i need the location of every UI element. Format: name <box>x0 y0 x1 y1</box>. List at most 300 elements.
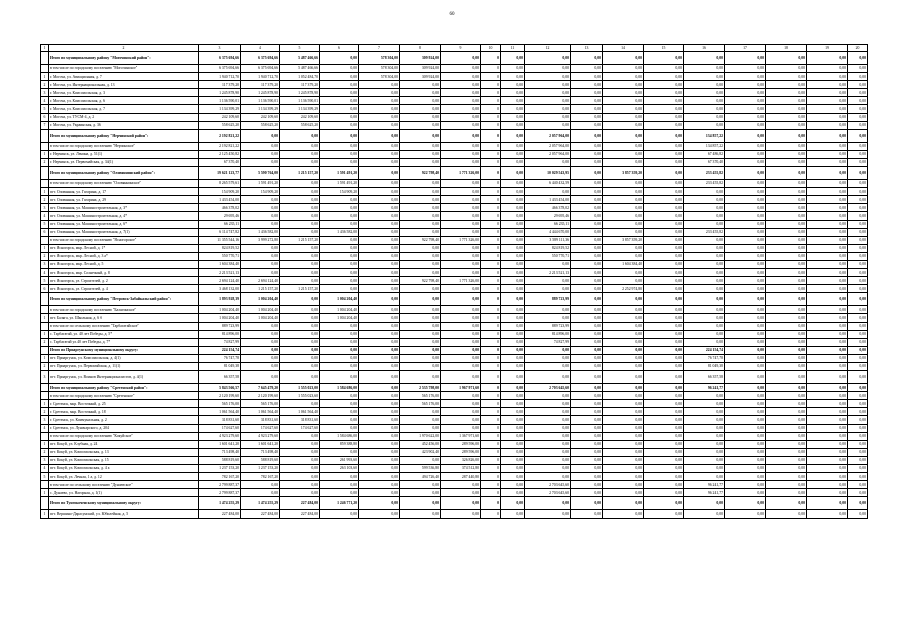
amount-cell: 0,00 <box>807 465 848 473</box>
amount-cell: 889 723,99 <box>199 322 241 330</box>
amount-cell: 81 049,38 <box>684 363 725 371</box>
amount-cell: 0,00 <box>603 150 644 158</box>
amount-cell: 0,00 <box>501 448 525 456</box>
amount-cell: 0,00 <box>684 456 725 464</box>
amount-cell: 0,00 <box>571 158 603 166</box>
amount-cell: 0,00 <box>280 456 320 464</box>
row-number-cell: 4 <box>41 465 49 473</box>
amount-cell: 0,00 <box>400 105 441 113</box>
amount-cell: 0,00 <box>684 105 725 113</box>
amount-cell: 0,00 <box>684 269 725 277</box>
amount-cell: 0,00 <box>441 204 481 212</box>
amount-cell: 0,00 <box>725 285 766 293</box>
amount-cell: 0,00 <box>320 408 359 416</box>
amount-cell: 0,00 <box>571 456 603 464</box>
amount-cell: 0,00 <box>280 432 320 440</box>
amount-cell: 1 215 157,20 <box>241 285 280 293</box>
amount-cell: 0,00 <box>571 314 603 322</box>
amount-cell: 0,00 <box>320 322 359 330</box>
amount-cell: 0 <box>481 338 501 346</box>
amount-cell: 0,00 <box>766 204 807 212</box>
amount-cell: 0 <box>481 346 501 354</box>
amount-cell: 0,00 <box>441 346 481 354</box>
amount-cell: 0,00 <box>525 408 571 416</box>
amount-cell: 0,00 <box>725 277 766 285</box>
amount-cell: 0,00 <box>241 220 280 228</box>
amount-cell: 0,00 <box>359 81 400 89</box>
amount-cell: 0,00 <box>725 489 766 497</box>
amount-cell: 0,00 <box>725 188 766 196</box>
amount-cell: 0,00 <box>400 158 441 166</box>
amount-cell: 2 120 199,60 <box>199 392 241 400</box>
amount-cell: 2 703 645,60 <box>525 481 571 489</box>
amount-cell: 0,00 <box>320 142 359 150</box>
amount-cell: 0,00 <box>725 481 766 489</box>
amount-cell: 0,00 <box>501 424 525 432</box>
amount-cell: 0,00 <box>571 277 603 285</box>
table-body <box>41 45 868 519</box>
amount-cell: 0,00 <box>603 338 644 346</box>
column-number: 13 <box>571 45 603 52</box>
amount-cell: 922 798,40 <box>400 277 441 285</box>
amount-cell: 1 215 157,20 <box>280 236 320 244</box>
amount-cell: 0,00 <box>441 188 481 196</box>
amount-cell: 0,00 <box>571 236 603 244</box>
row-number-cell: 1 <box>41 330 49 338</box>
address-cell: в том числе по городскому поселению "Балягинское" <box>49 306 199 314</box>
amount-cell: 0,00 <box>400 481 441 489</box>
amount-cell: 0,00 <box>280 188 320 196</box>
amount-cell: 0 <box>481 65 501 73</box>
amount-cell: 0,00 <box>571 432 603 440</box>
amount-cell: 0,00 <box>441 52 481 65</box>
amount-cell: 0,00 <box>848 158 868 166</box>
amount-cell: 0,00 <box>684 314 725 322</box>
amount-cell: 1 591 491,20 <box>320 167 359 180</box>
amount-cell: 0,00 <box>644 497 684 510</box>
table-row <box>41 408 868 416</box>
amount-cell: 0,00 <box>603 354 644 362</box>
address-cell: пгт. Оловянная, ул. Гагарина, д. 29 <box>49 196 199 204</box>
amount-cell: 0,00 <box>320 269 359 277</box>
amount-cell: 0,00 <box>501 167 525 180</box>
table-row <box>41 121 868 129</box>
amount-cell: 0,00 <box>684 408 725 416</box>
amount-cell: 0,00 <box>807 188 848 196</box>
amount-cell: 1 601 641,20 <box>199 440 241 448</box>
amount-cell: 0,00 <box>571 244 603 252</box>
amount-cell: 0,00 <box>644 440 684 448</box>
amount-cell: 0,00 <box>241 322 280 330</box>
amount-cell: 0,00 <box>807 228 848 236</box>
amount-cell: 11 355 544,16 <box>199 236 241 244</box>
amount-cell: 0,00 <box>644 129 684 142</box>
amount-cell: 0,00 <box>320 65 359 73</box>
amount-cell: 0,00 <box>725 228 766 236</box>
amount-cell: 0,00 <box>684 392 725 400</box>
amount-cell: 1 584 686,00 <box>320 384 359 392</box>
amount-cell: 0,00 <box>501 236 525 244</box>
amount-cell: 0,00 <box>501 392 525 400</box>
amount-cell: 0,00 <box>441 180 481 188</box>
amount-cell: 0,00 <box>725 408 766 416</box>
row-number-cell: 4 <box>41 269 49 277</box>
amount-cell: 0,00 <box>848 448 868 456</box>
table-row-summary <box>41 346 868 354</box>
amount-cell: 0,00 <box>848 167 868 180</box>
amount-cell: 922 798,40 <box>400 167 441 180</box>
column-number: 18 <box>766 45 807 52</box>
amount-cell: 227 484,00 <box>241 510 280 518</box>
amount-cell: 0,00 <box>571 260 603 268</box>
amount-cell: 0,00 <box>807 322 848 330</box>
amount-cell: 3 589 111,36 <box>525 236 571 244</box>
address-cell: пгт. Ясногорск, мкр. Лесной, д. 1* <box>49 244 199 252</box>
table-row <box>41 473 868 481</box>
amount-cell: 0,00 <box>280 330 320 338</box>
amount-cell: 0,00 <box>241 150 280 158</box>
amount-cell: 0,00 <box>400 129 441 142</box>
amount-cell: 0,00 <box>807 338 848 346</box>
amount-cell: 1 601 641,20 <box>241 440 280 448</box>
amount-cell: 0,00 <box>571 204 603 212</box>
page-number: 60 <box>449 12 455 17</box>
amount-cell: 0,00 <box>848 306 868 314</box>
amount-cell: 0,00 <box>359 424 400 432</box>
amount-cell: 1 237 153,20 <box>199 465 241 473</box>
table-row-summary <box>41 392 868 400</box>
amount-cell: 0 <box>481 73 501 81</box>
amount-cell: 0,00 <box>525 188 571 196</box>
row-number-cell: 5 <box>41 473 49 481</box>
amount-cell: 0,00 <box>807 236 848 244</box>
amount-cell: 466 378,02 <box>525 204 571 212</box>
amount-cell: 0,00 <box>441 105 481 113</box>
amount-cell: 0,00 <box>807 167 848 180</box>
amount-cell: 0,00 <box>603 346 644 354</box>
amount-cell: 0,00 <box>603 129 644 142</box>
amount-cell: 0,00 <box>848 416 868 424</box>
amount-cell: 2 694 124,40 <box>199 277 241 285</box>
address-cell: г. Нерчинск, ул. Ленина, д. 51(1) <box>49 150 199 158</box>
amount-cell: 0,00 <box>280 277 320 285</box>
amount-cell: 6 375 694,66 <box>199 52 241 65</box>
amount-cell: 0,00 <box>725 456 766 464</box>
amount-cell: 0,00 <box>320 416 359 424</box>
row-number-cell <box>41 306 49 314</box>
amount-cell: 0,00 <box>441 293 481 306</box>
amount-cell: 0,00 <box>807 121 848 129</box>
address-cell: Итого по муниципальному району "Сретенский район": <box>49 384 199 392</box>
amount-cell: 1 771 326,00 <box>441 236 481 244</box>
amount-cell: 0,00 <box>644 346 684 354</box>
row-number-cell: 3 <box>41 260 49 268</box>
amount-cell: 0,00 <box>848 424 868 432</box>
amount-cell: 0,00 <box>400 142 441 150</box>
amount-cell: 0,00 <box>766 228 807 236</box>
amount-cell: 224 154,74 <box>199 346 241 354</box>
amount-cell: 0,00 <box>725 260 766 268</box>
amount-cell: 0,00 <box>725 354 766 362</box>
amount-cell: 0,00 <box>603 293 644 306</box>
amount-cell: 2 535 798,00 <box>400 384 441 392</box>
amount-cell: 0,00 <box>848 408 868 416</box>
amount-cell: 0,00 <box>571 180 603 188</box>
address-cell: пгт. Приаргунск, ул. Первомайская, д. 11(1) <box>49 363 199 371</box>
amount-cell: 0,00 <box>644 408 684 416</box>
amount-cell: 0,00 <box>807 150 848 158</box>
table-row <box>41 196 868 204</box>
amount-cell: 0,00 <box>571 105 603 113</box>
amount-cell: 0,00 <box>766 81 807 89</box>
amount-cell: 0,00 <box>400 293 441 306</box>
amount-cell: 0,00 <box>644 228 684 236</box>
amount-cell: 0,00 <box>280 212 320 220</box>
row-number-cell: 1 <box>41 150 49 158</box>
amount-cell: 0,00 <box>441 113 481 121</box>
amount-cell: 0,00 <box>807 371 848 384</box>
amount-cell: 0,00 <box>644 293 684 306</box>
amount-cell: 0,00 <box>359 400 400 408</box>
amount-cell: 0,00 <box>359 314 400 322</box>
amount-cell: 0,00 <box>725 306 766 314</box>
amount-cell: 0 <box>481 440 501 448</box>
row-number-cell: 3 <box>41 456 49 464</box>
column-number: 10 <box>481 45 501 52</box>
address-cell: г. Сретенск, мкр. Восточный, д. 25 <box>49 400 199 408</box>
amount-cell: 0,00 <box>400 306 441 314</box>
amount-cell: 0 <box>481 400 501 408</box>
amount-cell: 0,00 <box>320 73 359 81</box>
amount-cell: 1 893 928,39 <box>199 293 241 306</box>
amount-cell: 0,00 <box>501 121 525 129</box>
column-number: 14 <box>603 45 644 52</box>
amount-cell: 0,00 <box>501 465 525 473</box>
amount-cell: 0,00 <box>725 314 766 322</box>
address-cell: пгт. Кокуй, ул. Лечная, 1 а, д. 12 <box>49 473 199 481</box>
amount-cell: 0,00 <box>644 167 684 180</box>
amount-cell: 0,00 <box>525 456 571 464</box>
amount-cell: 117 379,20 <box>241 81 280 89</box>
amount-cell: 0,00 <box>280 196 320 204</box>
amount-cell: 0,00 <box>848 52 868 65</box>
address-cell: пгт. Ясногорск, ул. Строителей, д. 4 <box>49 285 199 293</box>
amount-cell: 0,00 <box>525 285 571 293</box>
table-row <box>41 113 868 121</box>
table-row <box>41 510 868 518</box>
amount-cell: 66 357,58 <box>684 371 725 384</box>
amount-cell: 0,00 <box>766 346 807 354</box>
amount-cell: 0,00 <box>684 252 725 260</box>
amount-cell: 0,00 <box>807 330 848 338</box>
amount-cell: 0,00 <box>848 212 868 220</box>
amount-cell: 0,00 <box>400 322 441 330</box>
column-number: 12 <box>525 45 571 52</box>
amount-cell: 0,00 <box>525 465 571 473</box>
amount-cell: 0,00 <box>320 89 359 97</box>
column-numbers-row <box>41 45 868 52</box>
amount-cell: 0,00 <box>848 220 868 228</box>
amount-cell: 0,00 <box>241 260 280 268</box>
amount-cell: 0,00 <box>400 220 441 228</box>
amount-cell: 0,00 <box>807 196 848 204</box>
amount-cell: 0,00 <box>644 188 684 196</box>
amount-cell: 0,00 <box>603 121 644 129</box>
amount-cell: 4 444 670,00 <box>525 228 571 236</box>
table-row <box>41 220 868 228</box>
amount-cell: 0,00 <box>441 97 481 105</box>
amount-cell: 0,00 <box>359 448 400 456</box>
amount-cell: 0,00 <box>501 252 525 260</box>
amount-cell: 0,00 <box>766 392 807 400</box>
amount-cell: 0,00 <box>359 113 400 121</box>
amount-cell: 0,00 <box>571 489 603 497</box>
amount-cell: 0,00 <box>603 400 644 408</box>
amount-cell: 0,00 <box>441 81 481 89</box>
amount-cell: 0,00 <box>807 363 848 371</box>
amount-cell: 0,00 <box>766 167 807 180</box>
amount-cell: 0,00 <box>684 285 725 293</box>
table-row <box>41 489 868 497</box>
amount-cell: 0,00 <box>525 306 571 314</box>
amount-cell: 1 004 204,40 <box>241 314 280 322</box>
amount-cell: 0,00 <box>359 465 400 473</box>
amount-cell: 889 723,99 <box>525 293 571 306</box>
amount-cell: 0,00 <box>644 196 684 204</box>
amount-cell: 0,00 <box>359 97 400 105</box>
amount-cell: 0,00 <box>603 416 644 424</box>
amount-cell: 0,00 <box>766 384 807 392</box>
amount-cell: 0,00 <box>684 244 725 252</box>
amount-cell: 0,00 <box>400 371 441 384</box>
amount-cell: 0,00 <box>807 142 848 150</box>
amount-cell: 0,00 <box>400 204 441 212</box>
amount-cell: 0,00 <box>644 481 684 489</box>
amount-cell: 0,00 <box>807 400 848 408</box>
amount-cell: 318 831,60 <box>199 416 241 424</box>
row-number-cell: 3 <box>41 89 49 97</box>
amount-cell: 0,00 <box>320 489 359 497</box>
amount-cell: 0,00 <box>603 89 644 97</box>
row-number-cell: 1 <box>41 440 49 448</box>
amount-cell: 0,00 <box>848 252 868 260</box>
table-row <box>41 330 868 338</box>
amount-cell: 0,00 <box>501 89 525 97</box>
amount-cell: 224 154,74 <box>684 346 725 354</box>
amount-cell: 494 726,40 <box>400 473 441 481</box>
table-row <box>41 269 868 277</box>
amount-cell: 0,00 <box>525 81 571 89</box>
table-row-summary <box>41 432 868 440</box>
amount-cell: 1 436 582,00 <box>241 228 280 236</box>
amount-cell: 0,00 <box>848 196 868 204</box>
amount-cell: 599 536,80 <box>400 465 441 473</box>
amount-cell: 0,00 <box>501 371 525 384</box>
address-cell: пгт. Ясногорск, мкр. Лесной, д. 5 <box>49 260 199 268</box>
amount-cell: 233 455,82 <box>684 180 725 188</box>
amount-cell: 0,00 <box>571 220 603 228</box>
amount-cell: 0,00 <box>501 440 525 448</box>
amount-cell: 0,00 <box>684 65 725 73</box>
amount-cell: 0,00 <box>848 330 868 338</box>
column-number: 15 <box>644 45 684 52</box>
table-row <box>41 150 868 158</box>
column-number: 19 <box>807 45 848 52</box>
amount-cell: 0,00 <box>766 244 807 252</box>
amount-cell: 0,00 <box>400 285 441 293</box>
amount-cell: 0,00 <box>848 105 868 113</box>
amount-cell: 0,00 <box>320 371 359 384</box>
amount-cell: 0,00 <box>603 424 644 432</box>
amount-cell: 0,00 <box>501 400 525 408</box>
column-number: 4 <box>241 45 280 52</box>
amount-cell: 0,00 <box>603 188 644 196</box>
table-row-summary <box>41 293 868 306</box>
amount-cell: 0,00 <box>441 416 481 424</box>
amount-cell: 0,00 <box>359 322 400 330</box>
amount-cell: 0,00 <box>320 244 359 252</box>
amount-cell: 1 136 590,01 <box>199 97 241 105</box>
amount-cell: 0,00 <box>400 363 441 371</box>
amount-cell: 96 241,77 <box>684 489 725 497</box>
amount-cell: 0,00 <box>684 196 725 204</box>
amount-cell: 0 <box>481 322 501 330</box>
address-cell: с. Тарбагатай ул.40 лет Победы, д. 7* <box>49 338 199 346</box>
column-number: 9 <box>441 45 481 52</box>
amount-cell: 0,00 <box>766 400 807 408</box>
amount-cell: 0,00 <box>441 158 481 166</box>
amount-cell: 0,00 <box>571 142 603 150</box>
amount-cell: 0,00 <box>571 473 603 481</box>
row-number-cell: 6 <box>41 228 49 236</box>
amount-cell: 0,00 <box>359 212 400 220</box>
amount-cell: 2 703 645,60 <box>525 489 571 497</box>
row-number-cell: 6 <box>41 113 49 121</box>
amount-cell: 0,00 <box>525 497 571 510</box>
row-number-cell <box>41 392 49 400</box>
amount-cell: 0,00 <box>320 105 359 113</box>
amount-cell: 0,00 <box>807 293 848 306</box>
amount-cell: 3 468 132,00 <box>199 285 241 293</box>
amount-cell: 0,00 <box>241 252 280 260</box>
amount-cell: 0,00 <box>320 52 359 65</box>
amount-cell: 0,00 <box>848 129 868 142</box>
amount-cell: 0,00 <box>644 121 684 129</box>
amount-cell: 0,00 <box>241 489 280 497</box>
amount-cell: 0,00 <box>766 129 807 142</box>
amount-cell: 0,00 <box>400 330 441 338</box>
amount-cell: 0,00 <box>359 204 400 212</box>
amount-cell: 29 695,46 <box>525 212 571 220</box>
amount-cell: 1 433 454,00 <box>199 196 241 204</box>
amount-cell: 0,00 <box>501 244 525 252</box>
amount-cell: 0,00 <box>441 142 481 150</box>
amount-cell: 558 625,20 <box>280 121 320 129</box>
amount-cell: 0,00 <box>766 73 807 81</box>
amount-cell: 0,00 <box>644 354 684 362</box>
row-number-cell: 4 <box>41 97 49 105</box>
address-cell: Итого по муниципальному району "Могочинский район": <box>49 52 199 65</box>
amount-cell: 0 <box>481 277 501 285</box>
amount-cell: 0,00 <box>359 129 400 142</box>
amount-cell: 227 484,00 <box>280 510 320 518</box>
amount-cell: 0,00 <box>766 465 807 473</box>
amount-cell: 0,00 <box>280 489 320 497</box>
amount-cell: 782 167,20 <box>199 473 241 481</box>
amount-cell: 0,00 <box>807 497 848 510</box>
amount-cell: 0,00 <box>571 228 603 236</box>
amount-cell: 0,00 <box>501 196 525 204</box>
